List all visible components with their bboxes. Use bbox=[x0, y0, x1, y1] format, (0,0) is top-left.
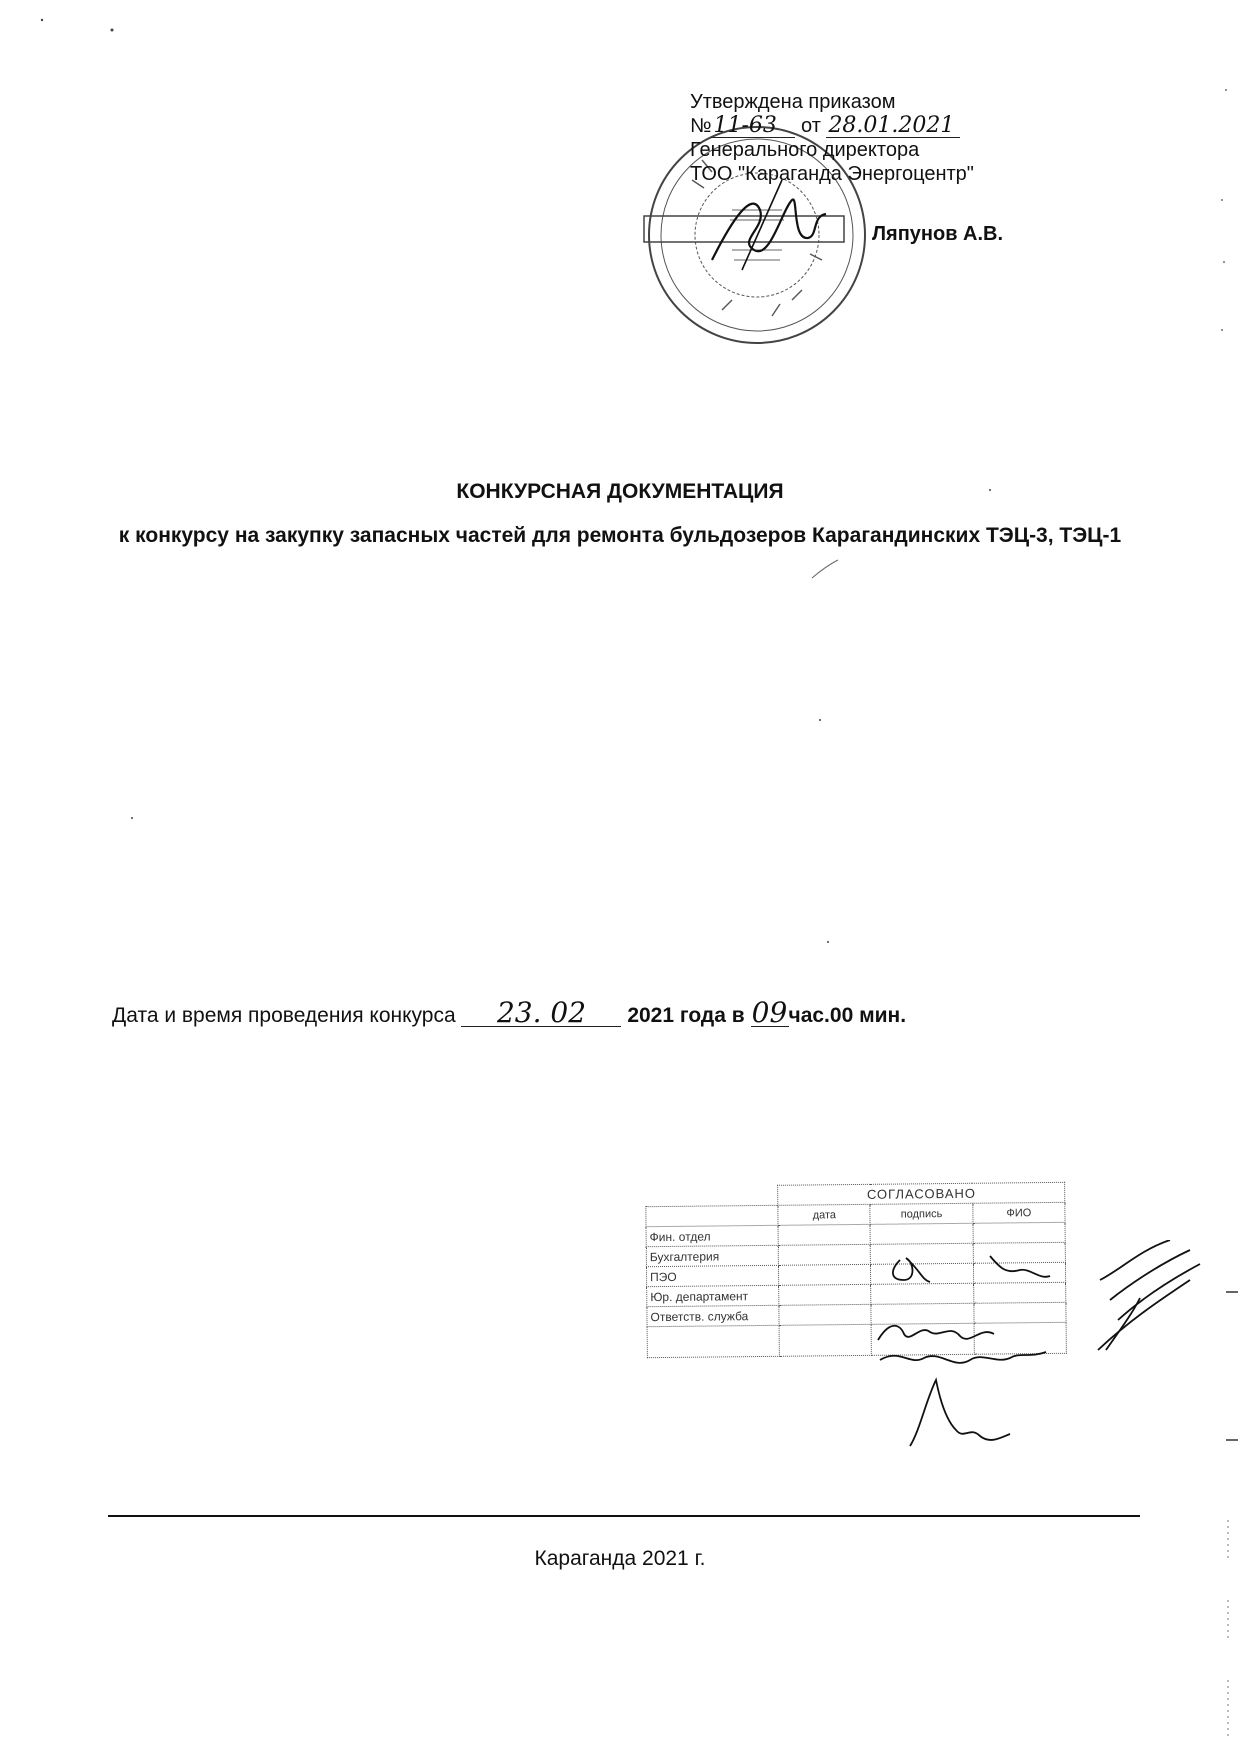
approval-line-4: ТОО "Караганда Энергоцентр" bbox=[690, 163, 974, 185]
order-number-handwritten: 11-63 bbox=[711, 115, 795, 138]
tender-time-suffix: час.00 мин. bbox=[788, 1004, 907, 1027]
agreed-signatures bbox=[870, 1240, 1240, 1450]
tender-year-text: 2021 года в bbox=[627, 1004, 745, 1027]
approval-line-2 bbox=[690, 114, 1010, 138]
footer-divider bbox=[108, 1515, 1140, 1517]
agreed-row-label: ПЭО bbox=[646, 1265, 779, 1286]
agreed-row-label: Юр. департамент bbox=[647, 1285, 780, 1306]
order-date-handwritten: 28.01.2021 bbox=[826, 115, 960, 138]
footer-city-year: Караганда 2021 г. bbox=[534, 1547, 706, 1570]
agreed-header: СОГЛАСОВАНО bbox=[778, 1182, 1065, 1205]
agreed-col-blank bbox=[646, 1205, 779, 1226]
tender-date-label: Дата и время проведения конкурса bbox=[112, 1004, 456, 1027]
agreed-row-label: Фин. отдел bbox=[646, 1225, 779, 1246]
document-subtitle: к конкурсу на закупку запасных частей для ремонта бульдозеров Карагандинских ТЭЦ-3, ТЭЦ-1 bbox=[118, 524, 1122, 547]
director-name: Ляпунов А.В. bbox=[872, 223, 1004, 245]
approval-block bbox=[690, 90, 1010, 186]
document-title: КОНКУРСНАЯ ДОКУМЕНТАЦИЯ bbox=[456, 480, 784, 503]
agreed-col-signature: подпись bbox=[870, 1203, 973, 1224]
approval-line-3: Генерального директора bbox=[690, 139, 920, 161]
order-number-prefix: № bbox=[690, 115, 712, 137]
agreed-row-label: Ответств. служба bbox=[647, 1305, 780, 1326]
tender-date-handwritten: 23. 02 bbox=[461, 1000, 621, 1027]
tender-hour-handwritten: 09 bbox=[751, 996, 788, 1029]
agreed-col-name: ФИО bbox=[973, 1202, 1065, 1223]
agreed-row-label: Бухгалтерия bbox=[646, 1245, 779, 1266]
agreed-col-date: дата bbox=[778, 1204, 870, 1225]
order-date-prefix: от bbox=[801, 115, 821, 137]
tender-date-line bbox=[112, 996, 907, 1029]
approval-line-1: Утверждена приказом bbox=[690, 91, 896, 113]
